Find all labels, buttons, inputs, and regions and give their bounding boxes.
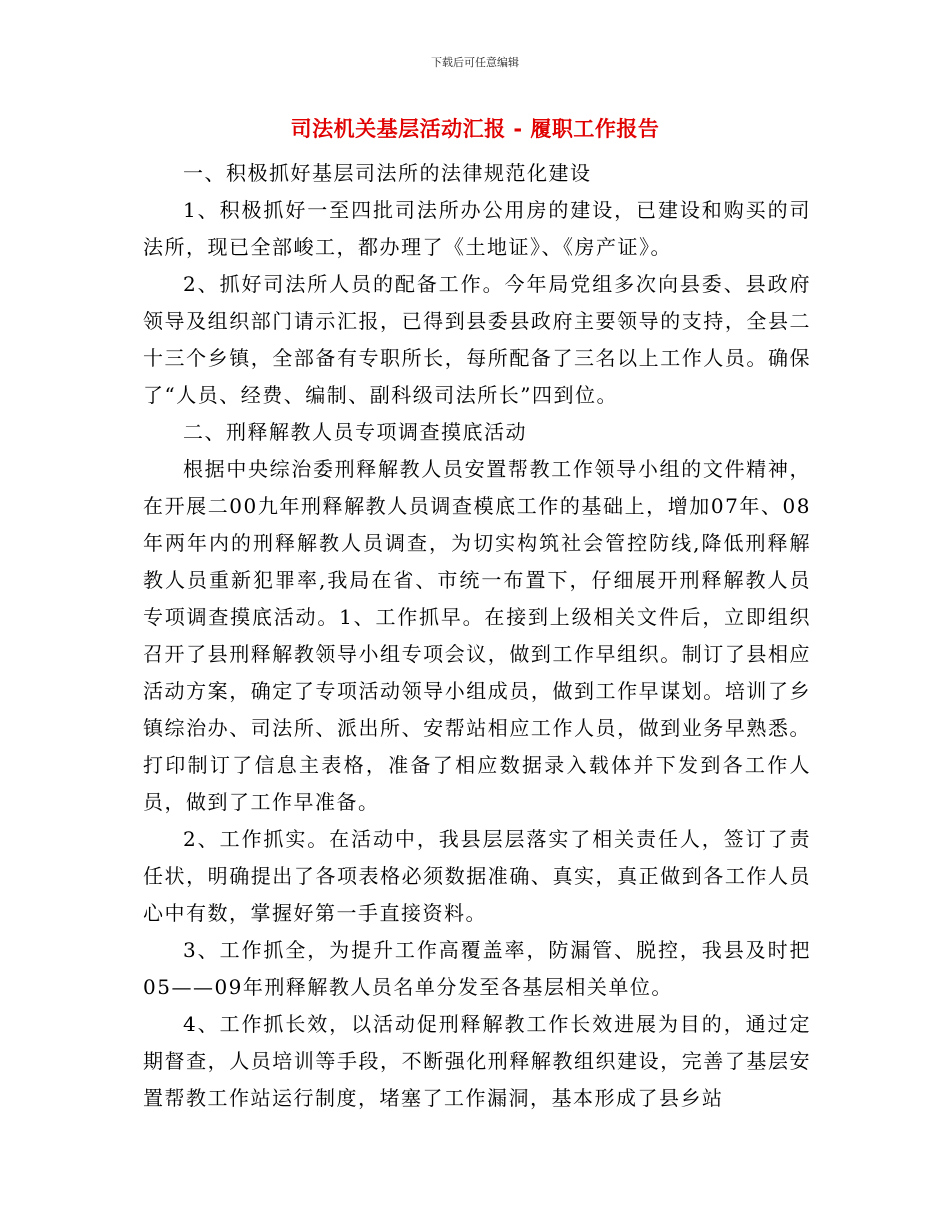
header-note: 下载后可任意编辑	[431, 56, 519, 69]
paragraph: 3、工作抓全，为提升工作高覆盖率，防漏管、脱控，我县及时把05——09年刑释解教人员名单分发至各基层相关单位。	[143, 938, 811, 999]
paragraph: 2、抓好司法所人员的配备工作。今年局党组多次向县委、县政府领导及组织部门请示汇报，已得到县委县政府主要领导的支持，全县二十三个乡镇，全部备有专职所长，每所配备了三名以上工作人员。确保了“人员、经费、编制、副科级司法所长”四到位。	[143, 272, 811, 407]
document-body	[143, 155, 811, 1117]
section-heading: 一、积极抓好基层司法所的法律规范化建设	[183, 161, 592, 185]
paragraph: 1、积极抓好一至四批司法所办公用房的建设，已建设和购买的司法所，现已全部峻工，都办理了《土地证》、《房产证》。	[143, 198, 811, 259]
section-heading: 二、刑释解教人员专项调查摸底活动	[183, 420, 527, 444]
paragraph: 2、工作抓实。在活动中，我县层层落实了相关责任人，签订了责任状，明确提出了各项表格必须数据准确、真实，真正做到各工作人员心中有数，掌握好第一手直接资料。	[143, 827, 811, 925]
document-title: 司法机关基层活动汇报 - 履职工作报告	[290, 117, 660, 141]
paragraph: 根据中央综治委刑释解教人员安置帮教工作领导小组的文件精神，在开展二00九年刑释解教人员调查模底工作的基础上，增加07年、08年两年内的刑释解教人员调查，为切实构筑社会管控防线,降低刑释解教人员重新犯罪率,我局在省、市统一布置下，仔细展开刑释解教人员专项调查摸底活动。1、工作抓早。在接到上级相关文件后，立即组织召开了县刑释解教领导小组专项会议，做到工作早组织。制订了县相应活动方案，确定了专项活动领导小组成员，做到工作早谋划。培训了乡镇综治办、司法所、派出所、安帮站相应工作人员，做到业务早熟悉。打印制订了信息主表格，准备了相应数据录入载体并下发到各工作人员，做到了工作早准备。	[143, 457, 811, 814]
paragraph: 4、工作抓长效，以活动促刑释解教工作长效进展为目的，通过定期督查，人员培训等手段，不断强化刑释解教组织建设，完善了基层安置帮教工作站运行制度，堵塞了工作漏洞，基本形成了县乡站	[143, 1012, 811, 1110]
